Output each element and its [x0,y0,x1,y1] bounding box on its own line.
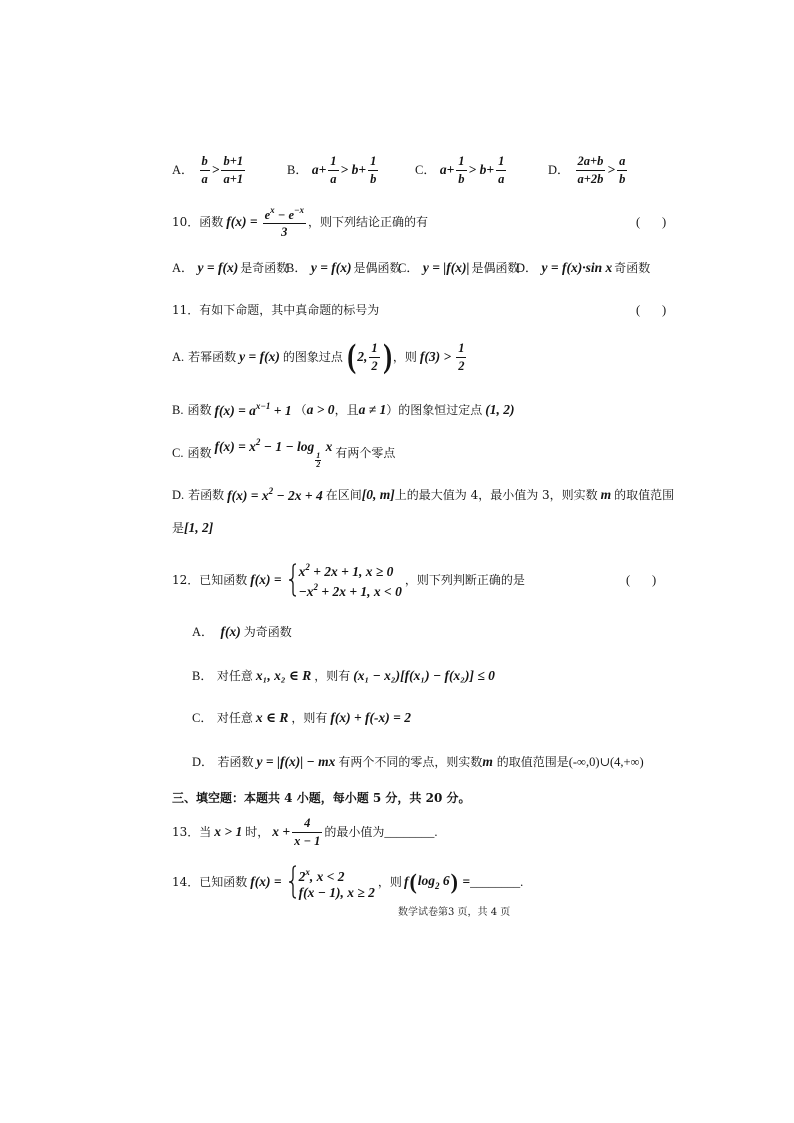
numerator-base: e [264,207,271,222]
option-label: B． [192,668,213,683]
option-text: ，则有 [314,668,351,683]
math-expression: = [458,873,471,889]
option-text: ，则 [392,349,417,364]
superscript: −x [294,204,304,215]
numerator: 2a+b [576,154,606,170]
right-paren: ) [450,869,458,894]
q12-option-a [192,622,292,642]
math-expression [214,437,332,470]
question-stem: ，则 [377,874,402,889]
option-text: 有两个不同的零点，则实数 [338,754,483,769]
math-part: + 1 [270,402,292,418]
denominator: 3 [281,225,288,239]
superscript: 2 [268,485,274,496]
case-row: f(x − 1), x ≥ 2 [298,884,375,900]
piecewise-function [288,560,402,600]
q11-option-c [172,436,396,469]
math-expression: f(x) = [226,213,258,229]
numerator: 1 [456,154,466,170]
fraction [328,154,338,186]
interval-expression: (-∞,0)∪(4,+∞) [568,754,644,769]
option-text: 的取值范围是 [492,754,569,769]
superscript: x−1 [255,400,271,411]
fraction [369,341,379,373]
answer-bracket: ( ) [636,214,667,229]
math-expression: m [482,753,493,769]
question-stem: 的最小值为 [324,824,385,839]
q11-option-a [172,337,468,377]
fraction [200,154,210,186]
math-expression: f(x) = [250,571,282,587]
math-part: f(x) = x [227,487,269,503]
math-part: x [298,564,306,579]
math-expression: f(3) > [419,348,452,364]
left-paren: ( [409,869,417,894]
math-expression: (1, 2) [485,401,515,417]
q10-stem [172,204,428,240]
option-label: C． [415,162,436,177]
period: . [520,874,524,889]
q12-stem [172,560,525,600]
math-expression: y = |f(x)| − mx [256,753,336,769]
fraction [263,205,306,240]
math-expression: y = f(x) [239,348,280,364]
math-expression: a+ [439,161,455,177]
option-label: A． [172,260,194,275]
math-expression: > b+ [468,161,495,177]
option-label: C. [172,445,184,460]
page-number-text: 数学试卷第3 页，共 4 页 [398,907,511,918]
q10-option-a [172,258,288,278]
option-label: D． [548,162,570,177]
math-part: + 2x + 1, x < 0 [318,584,402,599]
section-title: 三、填空题：本题共 4 小题，每小题 5 分，共 20 分。 [172,790,471,805]
math-expression: a ≠ 1 [358,401,387,417]
fraction [292,816,322,848]
numerator: 1 [496,154,506,170]
option-text: 函数 [187,445,212,460]
subscript-fraction [315,452,321,470]
math-expression [227,486,323,504]
q11-option-d [172,484,674,506]
denominator: 2 [316,460,321,469]
q11-option-b [172,399,518,421]
option-text: 上的最大值为 4，最小值为 3，则实数 [394,487,598,502]
math-expression: y = |f(x)| [422,259,470,275]
piecewise-cases [299,560,402,600]
q9-option-d [548,152,629,188]
math-expression: a+ [311,161,327,177]
math-expression: x ∈ R [255,709,289,725]
option-label: D． [192,754,214,769]
numerator-mid: − e [274,207,295,222]
fraction [617,154,627,186]
math-part: − 1 − log [260,438,315,454]
denominator: a [498,171,505,186]
math-expression: x + [272,823,291,839]
q10-option-c [398,258,519,278]
question-stem: ，则下列判断正确的是 [404,572,525,587]
q12-answer-bracket [626,570,656,590]
option-text: 对任意 [216,668,253,683]
q11-stem [172,300,379,320]
answer-blank: ________ [470,874,521,889]
numerator: 1 [328,154,338,170]
fraction [496,154,506,186]
numerator: 1 [316,450,321,460]
period: . [434,824,438,839]
option-label: C． [192,710,213,725]
numerator: b+1 [221,154,245,170]
math-part: − 2x + 4 [273,487,323,503]
q10-option-d [516,258,650,278]
denominator: 2 [371,358,378,373]
option-text: 函数 [187,402,212,417]
numerator [263,205,306,224]
numerator: 1 [368,154,378,170]
superscript: 2 [313,582,319,592]
operator: > [607,161,616,177]
option-text: 为奇函数 [243,624,292,639]
option-text: 是奇函数 [240,260,289,275]
left-brace [288,865,297,899]
option-text: 对任意 [216,710,253,725]
option-label: A． [192,624,214,639]
answer-bracket: ( ) [636,302,667,317]
q9-option-b [287,152,380,188]
question-stem: 时， [245,824,270,839]
question-stem: 11．有如下命题，其中真命题的标号为 [172,302,380,317]
option-text: 若函数 [217,754,254,769]
math-expression: x₁, x₂ ∈ R [255,667,312,683]
math-expression: x > 1 [214,823,243,839]
math-part: f(x) = a [214,402,256,418]
denominator: a+2b [577,171,604,186]
case-row [299,580,402,600]
numerator: b [200,154,210,170]
math-part: + 2x + 1, x ≥ 0 [309,564,394,579]
q12-option-c [192,708,414,728]
left-paren: ( [346,338,357,375]
superscript: 2 [255,436,261,447]
fraction [221,154,245,186]
math-expression: (x₁ − x₂)[f(x₁) − f(x₂)] ≤ 0 [353,667,495,683]
option-label: C． [398,260,419,275]
option-text: 是 [172,520,185,535]
math-expression: a > 0 [306,401,335,417]
option-text: ）的图象恒过定点 [386,402,483,417]
q10-option-b [286,258,402,278]
option-text: 有两个零点 [335,445,396,460]
math-expression: f(x) [220,623,241,639]
superscript: 2 [305,562,310,572]
math-expression: > b+ [340,161,367,177]
denominator: a [201,171,208,186]
case-row [299,865,375,885]
numerator: 1 [369,341,379,357]
math-expression: 2, [357,348,368,364]
denominator: b [370,171,377,186]
section-heading [172,788,470,808]
question-stem: 12．已知函数 [172,572,248,587]
operator: > [211,161,220,177]
option-label: D. [172,487,185,502]
denominator: b [458,171,465,186]
fraction [456,341,466,373]
piecewise-cases [299,865,375,900]
math-expression: [0, m] [361,486,395,502]
denominator: b [619,171,626,186]
option-text: ，且 [334,402,359,417]
math-part: 6 [439,872,450,888]
option-label: A. [172,349,185,364]
q12-option-d [192,751,644,773]
option-text: 奇函数 [614,260,651,275]
math-part: , x < 2 [309,868,345,884]
math-part: −x [298,584,314,599]
math-part: 2 [298,868,306,884]
math-expression: y = f(x) [197,259,239,275]
numerator: a [617,154,627,170]
q9-option-c [415,152,508,188]
math-expression: f(x) = [250,873,282,889]
math-part: x [322,438,333,454]
option-label: A． [172,162,194,177]
question-stem: 14．已知函数 [172,874,248,889]
option-label: D． [516,260,538,275]
q13 [172,814,438,850]
option-text: 的图象过点 [282,349,343,364]
option-label: B. [172,402,184,417]
option-text: 若幂函数 [188,349,237,364]
right-paren: ) [382,338,392,375]
option-text: 在区间 [325,487,362,502]
option-label: B． [286,260,307,275]
numerator: 1 [456,341,466,357]
q11-answer-bracket [636,300,666,320]
answer-bracket: ( ) [626,572,657,587]
superscript: x [305,866,310,877]
left-brace [288,563,297,597]
numerator: 4 [292,816,322,832]
math-expression: y = f(x) [310,259,352,275]
option-text: 是偶函数 [353,260,402,275]
page-footer [398,906,510,920]
question-stem: 10．函数 [172,214,224,229]
math-part: f(x) = x [214,438,256,454]
denominator: x − 1 [294,833,321,848]
subscript: 2 [435,880,440,891]
q9-option-a [172,152,247,188]
answer-blank: ________ [384,824,435,839]
math-expression: f(x) + f(-x) = 2 [330,709,411,725]
fraction [456,154,466,186]
option-text: ，则有 [291,710,328,725]
math-expression: y = f(x)·sin x [541,259,613,275]
option-text: （ [294,402,307,417]
question-stem: ，则下列结论正确的有 [308,214,429,229]
math-expression: [1, 2] [184,519,214,535]
math-expression: f [403,873,409,889]
fraction [368,154,378,186]
fraction [576,154,606,186]
option-text: 若函数 [188,487,225,502]
option-text: 是偶函数 [471,260,520,275]
q11-option-d-continued [172,517,213,539]
case-row [299,560,402,580]
q14 [172,862,523,902]
superscript: x [270,204,275,215]
denominator: a+1 [223,171,244,186]
log-expression [418,873,450,892]
math-expression [214,401,291,419]
denominator: 2 [458,358,465,373]
math-expression: m [600,486,612,502]
denominator: a [330,171,337,186]
q12-option-b [192,665,498,687]
piecewise-function [288,865,375,900]
q10-answer-bracket [636,212,666,232]
math-part: log [417,872,436,888]
option-label: B． [287,162,308,177]
question-stem: 13．当 [172,824,212,839]
option-text: 的取值范围 [614,487,675,502]
